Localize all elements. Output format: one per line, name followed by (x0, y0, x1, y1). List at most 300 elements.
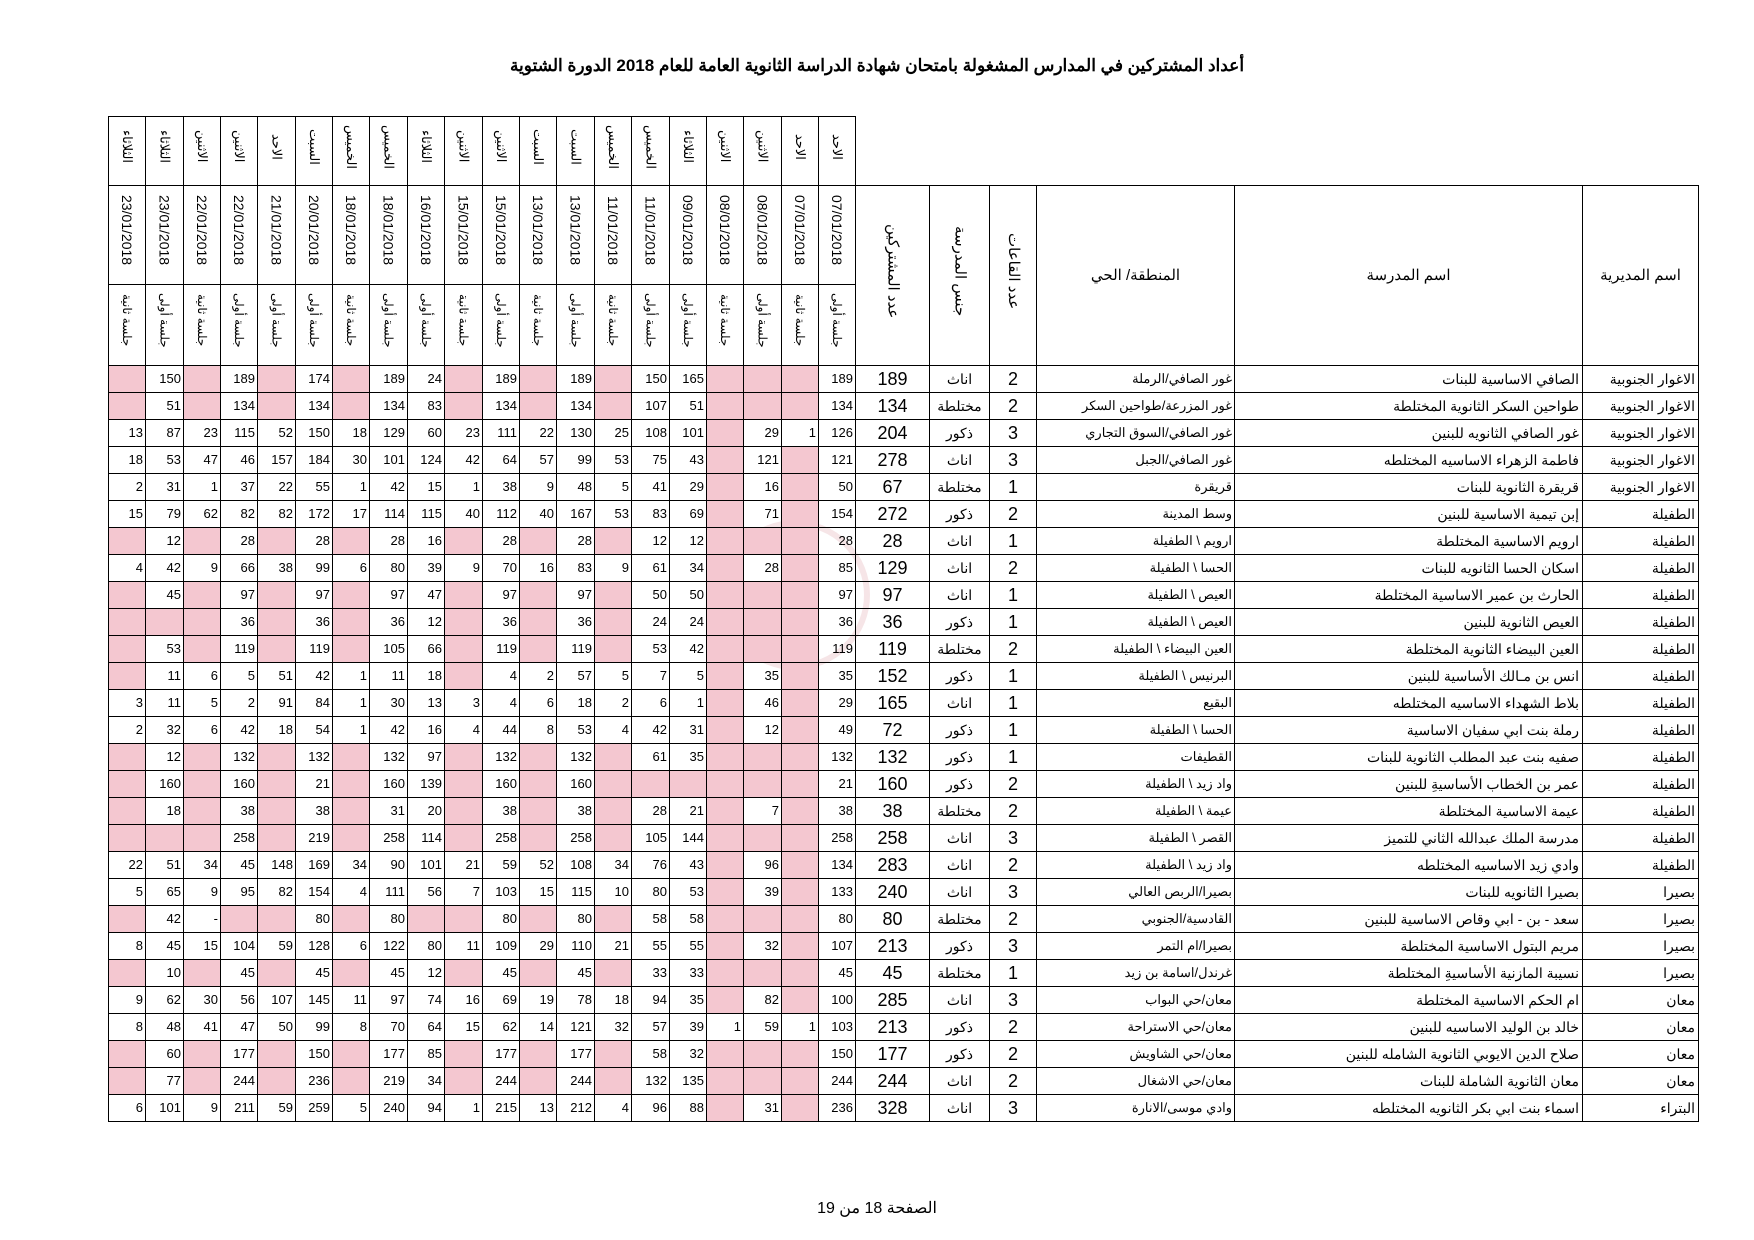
session-count-cell (520, 1041, 557, 1068)
halls-count-cell: 1 (990, 717, 1037, 744)
session-count-cell: 103 (483, 879, 520, 906)
session-count-cell (782, 1095, 819, 1122)
session-count-cell: 43 (670, 447, 707, 474)
session-day-label: الاثنين (494, 130, 509, 163)
session-count-cell: 24 (632, 609, 670, 636)
session-count-cell: 132 (221, 744, 258, 771)
session-count-cell: 22 (520, 420, 557, 447)
session-count-cell (258, 744, 296, 771)
session-count-cell (744, 1068, 782, 1095)
session-count-cell (109, 771, 146, 798)
session-count-cell: 8 (109, 1014, 146, 1041)
session-count-cell: 31 (370, 798, 408, 825)
session-count-cell: 15 (520, 879, 557, 906)
session-count-cell (109, 744, 146, 771)
session-day-label: الخميس (344, 124, 359, 169)
session-label: جلسة أولى (830, 293, 844, 348)
session-day-header (109, 117, 146, 186)
session-count-cell: 259 (296, 1095, 333, 1122)
session-count-cell: 19 (520, 987, 557, 1014)
session-count-cell: 212 (557, 1095, 595, 1122)
session-count-cell: 109 (483, 933, 520, 960)
gender-cell: ذكور (930, 609, 990, 636)
session-count-cell (595, 906, 632, 933)
session-count-cell (184, 636, 221, 663)
session-count-cell: 189 (819, 366, 856, 393)
halls-count-cell: 1 (990, 528, 1037, 555)
session-count-cell: 82 (744, 987, 782, 1014)
session-count-cell: 85 (819, 555, 856, 582)
session-count-cell: 32 (670, 1041, 707, 1068)
school-name-cell: وادي زيد الاساسيه المختلطه (1235, 852, 1583, 879)
session-count-cell (707, 879, 744, 906)
session-label: جلسة أولى (307, 293, 321, 348)
session-count-cell: 96 (744, 852, 782, 879)
table-row (109, 987, 1699, 1014)
session-count-cell: 35 (819, 663, 856, 690)
session-count-cell: 83 (557, 555, 595, 582)
session-count-cell: 9 (184, 555, 221, 582)
session-label: جلسة ثانية (344, 294, 358, 347)
session-count-cell (707, 744, 744, 771)
session-count-cell: 29 (744, 420, 782, 447)
session-count-cell: 172 (296, 501, 333, 528)
session-count-cell: 46 (221, 447, 258, 474)
session-count-cell: 132 (370, 744, 408, 771)
session-count-cell (782, 798, 819, 825)
session-count-cell: 70 (370, 1014, 408, 1041)
session-count-cell: 87 (146, 420, 184, 447)
session-label-header (707, 285, 744, 366)
session-count-cell: 112 (483, 501, 520, 528)
session-count-cell: 119 (819, 636, 856, 663)
session-count-cell (782, 825, 819, 852)
gender-header-label: جنس المدرسة (951, 225, 969, 317)
session-label: جلسة أولى (269, 293, 284, 348)
directorate-cell: الطفيلة (1583, 825, 1699, 852)
session-label: جلسة ثانية (793, 294, 807, 347)
session-count-cell: 31 (146, 474, 184, 501)
session-count-cell (333, 825, 370, 852)
session-date-label: 08/01/2018 (717, 195, 733, 266)
session-count-cell (109, 366, 146, 393)
session-date-header (744, 186, 782, 285)
halls-count-cell: 2 (990, 1068, 1037, 1095)
directorate-header-label: اسم المديرية (1600, 266, 1681, 284)
session-count-cell (782, 582, 819, 609)
session-count-cell: 36 (221, 609, 258, 636)
session-count-cell: 132 (296, 744, 333, 771)
gender-cell: اناث (930, 690, 990, 717)
directorate-cell: الطفيلة (1583, 798, 1699, 825)
session-count-cell (707, 960, 744, 987)
session-count-cell: 132 (557, 744, 595, 771)
session-count-cell (520, 825, 557, 852)
session-count-cell: 82 (221, 501, 258, 528)
session-label-header (258, 285, 296, 366)
session-count-cell: 53 (595, 447, 632, 474)
session-count-cell: 53 (595, 501, 632, 528)
participants-count-cell: 134 (856, 393, 930, 420)
participants-count-cell: 165 (856, 690, 930, 717)
session-count-cell (258, 1041, 296, 1068)
session-count-cell: 2 (221, 690, 258, 717)
session-count-cell: 85 (408, 1041, 445, 1068)
session-label: جلسة أولى (157, 293, 172, 348)
school-name-cell: صفيه بنت عبد المطلب الثانوية للبنات (1235, 744, 1583, 771)
session-count-cell: 9 (595, 555, 632, 582)
session-count-cell: 111 (483, 420, 520, 447)
session-count-cell: 4 (483, 663, 520, 690)
session-count-cell (595, 825, 632, 852)
participants-count-cell: 328 (856, 1095, 930, 1122)
session-count-cell: 45 (221, 852, 258, 879)
session-count-cell (707, 933, 744, 960)
session-count-cell: 111 (370, 879, 408, 906)
table-row (109, 609, 1699, 636)
session-date-header (632, 186, 670, 285)
participants-count-cell: 213 (856, 1014, 930, 1041)
session-count-cell: 1 (782, 420, 819, 447)
session-count-cell: 2 (109, 474, 146, 501)
session-count-cell: 258 (483, 825, 520, 852)
session-count-cell: 10 (595, 879, 632, 906)
session-day-header (483, 117, 520, 186)
session-count-cell (707, 717, 744, 744)
session-count-cell (445, 636, 483, 663)
session-count-cell: 80 (408, 933, 445, 960)
session-date-header (296, 186, 333, 285)
session-count-cell (445, 825, 483, 852)
participants-count-cell: 258 (856, 825, 930, 852)
session-count-cell: 5 (595, 474, 632, 501)
session-label-header (632, 285, 670, 366)
participants-count-cell: 285 (856, 987, 930, 1014)
gender-cell: مختلطة (930, 636, 990, 663)
session-count-cell: 97 (483, 582, 520, 609)
school-name-cell: مدرسة الملك عبدالله الثاني للتميز (1235, 825, 1583, 852)
session-count-cell: 11 (370, 663, 408, 690)
session-day-header (557, 117, 595, 186)
session-count-cell (595, 609, 632, 636)
session-count-cell: 215 (483, 1095, 520, 1122)
session-count-cell: 64 (483, 447, 520, 474)
session-count-cell (258, 393, 296, 420)
session-count-cell: 5 (109, 879, 146, 906)
session-day-label: الخميس (643, 124, 659, 169)
session-label: جلسة ثانية (531, 294, 545, 347)
session-count-cell: 43 (670, 852, 707, 879)
session-count-cell (744, 906, 782, 933)
session-count-cell (258, 582, 296, 609)
session-count-cell (744, 582, 782, 609)
halls-count-cell: 3 (990, 933, 1037, 960)
session-count-cell (782, 987, 819, 1014)
session-date-header (520, 186, 557, 285)
session-count-cell: 88 (670, 1095, 707, 1122)
session-count-cell: 119 (296, 636, 333, 663)
session-count-cell: 101 (146, 1095, 184, 1122)
session-count-cell (707, 906, 744, 933)
area-cell: معان/حي الشاويش (1037, 1041, 1235, 1068)
halls-count-cell: 1 (990, 744, 1037, 771)
session-count-cell: 16 (744, 474, 782, 501)
area-cell: وادي موسى/الانارة (1037, 1095, 1235, 1122)
session-count-cell: 258 (557, 825, 595, 852)
session-count-cell: 4 (445, 717, 483, 744)
session-count-cell: 126 (819, 420, 856, 447)
session-count-cell: 28 (370, 528, 408, 555)
school-header-label: اسم المدرسة (1366, 266, 1451, 284)
school-name-cell: صلاح الدين الايوبي الثانوية الشامله للبنين (1235, 1041, 1583, 1068)
page-footer: الصفحة 18 من 19 (817, 1200, 937, 1217)
gender-cell: اناث (930, 987, 990, 1014)
session-count-cell: 80 (819, 906, 856, 933)
directorate-cell: الطفيلة (1583, 501, 1699, 528)
table-row (109, 1014, 1699, 1041)
session-count-cell (333, 1068, 370, 1095)
area-cell: بصيرا/الربص العالي (1037, 879, 1235, 906)
area-cell: العيص \ الطفيلة (1037, 582, 1235, 609)
session-date-label: 11/01/2018 (642, 195, 659, 266)
participants-count-cell: 119 (856, 636, 930, 663)
session-count-cell: 189 (370, 366, 408, 393)
session-count-cell (258, 528, 296, 555)
session-count-cell: 133 (819, 879, 856, 906)
session-count-cell: 160 (557, 771, 595, 798)
area-cell: الحسا \ الطفيلة (1037, 555, 1235, 582)
table-row (109, 771, 1699, 798)
session-count-cell (595, 582, 632, 609)
session-count-cell: 7 (632, 663, 670, 690)
page-title: أعداد المشتركين في المدارس المشغولة بامتحان شهادة الدراسة الثانوية العامة للعام 2018 الدورة الشتوية (509, 56, 1245, 75)
session-count-cell (782, 555, 819, 582)
session-count-cell (258, 1068, 296, 1095)
session-count-cell: 47 (221, 1014, 258, 1041)
session-count-cell: 38 (557, 798, 595, 825)
session-count-cell (707, 825, 744, 852)
session-date-header (258, 186, 296, 285)
directorate-cell: بصيرا (1583, 933, 1699, 960)
session-count-cell: 1 (184, 474, 221, 501)
table-row (109, 1041, 1699, 1068)
session-count-cell: 56 (408, 879, 445, 906)
session-count-cell: 48 (146, 1014, 184, 1041)
session-count-cell: 52 (258, 420, 296, 447)
session-count-cell: 99 (557, 447, 595, 474)
session-count-cell: 36 (370, 609, 408, 636)
gender-cell: اناث (930, 879, 990, 906)
session-count-cell (782, 906, 819, 933)
session-count-cell: 38 (296, 798, 333, 825)
session-count-cell: 40 (445, 501, 483, 528)
table-row (109, 825, 1699, 852)
session-count-cell: 45 (557, 960, 595, 987)
session-date-header (595, 186, 632, 285)
halls-count-cell: 1 (990, 690, 1037, 717)
session-count-cell: 28 (221, 528, 258, 555)
directorate-cell: معان (1583, 1014, 1699, 1041)
session-count-cell: 5 (184, 690, 221, 717)
session-count-cell: 7 (744, 798, 782, 825)
halls-count-cell: 3 (990, 447, 1037, 474)
participants-count-cell: 152 (856, 663, 930, 690)
session-count-cell (707, 798, 744, 825)
session-day-label: الاثنين (195, 130, 210, 163)
table-row (109, 555, 1699, 582)
session-day-label: الخميس (606, 124, 621, 169)
session-count-cell (744, 636, 782, 663)
session-date-label: 13/01/2018 (567, 195, 584, 266)
session-count-cell: 38 (483, 798, 520, 825)
session-count-cell: 40 (520, 501, 557, 528)
session-count-cell (707, 987, 744, 1014)
session-count-cell: 2 (595, 690, 632, 717)
session-count-cell (707, 1095, 744, 1122)
session-day-header (782, 117, 819, 186)
session-day-label: الاحد (830, 133, 845, 160)
session-count-cell: 6 (184, 663, 221, 690)
session-day-header (595, 117, 632, 186)
session-count-cell: 22 (258, 474, 296, 501)
session-count-cell (782, 474, 819, 501)
session-count-cell: 1 (445, 474, 483, 501)
session-count-cell: 211 (221, 1095, 258, 1122)
session-date-label: 07/01/2018 (792, 195, 808, 266)
directorate-cell: الاغوار الجنوبية (1583, 474, 1699, 501)
session-date-header (333, 186, 370, 285)
session-count-cell (707, 636, 744, 663)
session-count-cell (782, 690, 819, 717)
session-count-cell: 114 (408, 825, 445, 852)
session-count-cell: 3 (445, 690, 483, 717)
session-count-cell: 14 (520, 1014, 557, 1041)
session-count-cell: 15 (445, 1014, 483, 1041)
session-day-label: السبت (568, 128, 584, 165)
header-spacer (856, 117, 1037, 186)
session-day-label: الثلاثاء (120, 130, 135, 163)
session-count-cell: 132 (483, 744, 520, 771)
session-count-cell: 16 (445, 987, 483, 1014)
session-count-cell (445, 609, 483, 636)
session-count-cell: 95 (221, 879, 258, 906)
directorate-cell: الطفيلة (1583, 555, 1699, 582)
session-count-cell: 4 (595, 1095, 632, 1122)
session-count-cell: 119 (221, 636, 258, 663)
session-count-cell: 28 (483, 528, 520, 555)
session-count-cell: 12 (632, 528, 670, 555)
table-row (109, 933, 1699, 960)
school-name-cell: ام الحكم الاساسية المختلطة (1235, 987, 1583, 1014)
gender-cell: اناث (930, 528, 990, 555)
halls-count-cell: 2 (990, 771, 1037, 798)
session-count-cell: 244 (221, 1068, 258, 1095)
session-count-cell: 150 (296, 420, 333, 447)
table-row (109, 447, 1699, 474)
session-count-cell: 32 (146, 717, 184, 744)
session-count-cell: 42 (296, 663, 333, 690)
directorate-cell: بصيرا (1583, 879, 1699, 906)
gender-cell: ذكور (930, 1014, 990, 1041)
session-count-cell (109, 960, 146, 987)
table-row (109, 582, 1699, 609)
gender-header (930, 186, 990, 366)
session-count-cell: 80 (370, 555, 408, 582)
gender-cell: اناث (930, 825, 990, 852)
session-count-cell: 132 (632, 1068, 670, 1095)
session-count-cell: 177 (483, 1041, 520, 1068)
session-count-cell: 78 (557, 987, 595, 1014)
session-count-cell: 13 (109, 420, 146, 447)
halls-count-cell: 2 (990, 798, 1037, 825)
session-count-cell: 57 (557, 663, 595, 690)
session-label-header (744, 285, 782, 366)
session-count-cell: 134 (483, 393, 520, 420)
session-count-cell (445, 366, 483, 393)
session-count-cell (707, 771, 744, 798)
session-count-cell (333, 582, 370, 609)
session-count-cell (445, 582, 483, 609)
session-count-cell: 121 (744, 447, 782, 474)
session-count-cell: 4 (109, 555, 146, 582)
session-count-cell: 5 (221, 663, 258, 690)
table-row (109, 501, 1699, 528)
session-count-cell (445, 906, 483, 933)
session-count-cell: 80 (296, 906, 333, 933)
session-count-cell: 50 (258, 1014, 296, 1041)
session-count-cell: 12 (408, 609, 445, 636)
session-date-label: 23/01/2018 (156, 195, 173, 266)
session-count-cell: 122 (370, 933, 408, 960)
session-count-cell (184, 393, 221, 420)
session-count-cell: 9 (184, 1095, 221, 1122)
session-count-cell (782, 663, 819, 690)
session-count-cell: 52 (520, 852, 557, 879)
session-count-cell: 57 (520, 447, 557, 474)
session-count-cell: 97 (819, 582, 856, 609)
halls-count-cell: 1 (990, 582, 1037, 609)
session-count-cell: 46 (744, 690, 782, 717)
session-date-header (782, 186, 819, 285)
session-label: جلسة ثانية (195, 294, 209, 347)
session-count-cell: 12 (744, 717, 782, 744)
session-count-cell (258, 960, 296, 987)
session-count-cell: 135 (670, 1068, 707, 1095)
halls-header (990, 186, 1037, 366)
session-label: جلسة أولى (494, 293, 508, 348)
session-count-cell: 150 (819, 1041, 856, 1068)
session-count-cell: 48 (557, 474, 595, 501)
session-count-cell: 59 (258, 933, 296, 960)
school-name-cell: طواحين السكر الثانوية المختلطة (1235, 393, 1583, 420)
halls-count-cell: 3 (990, 420, 1037, 447)
session-count-cell (707, 582, 744, 609)
session-count-cell: 50 (819, 474, 856, 501)
session-count-cell: 244 (483, 1068, 520, 1095)
session-count-cell (782, 879, 819, 906)
session-day-label: الثلاثاء (681, 130, 696, 163)
session-count-cell (445, 1068, 483, 1095)
school-name-cell: قريقرة الثانوية للبنات (1235, 474, 1583, 501)
table-row (109, 906, 1699, 933)
session-count-cell (520, 582, 557, 609)
gender-cell: ذكور (930, 933, 990, 960)
session-count-cell (520, 366, 557, 393)
session-count-cell: 58 (670, 906, 707, 933)
participants-count-cell: 28 (856, 528, 930, 555)
session-count-cell (520, 771, 557, 798)
session-count-cell: 1 (333, 663, 370, 690)
